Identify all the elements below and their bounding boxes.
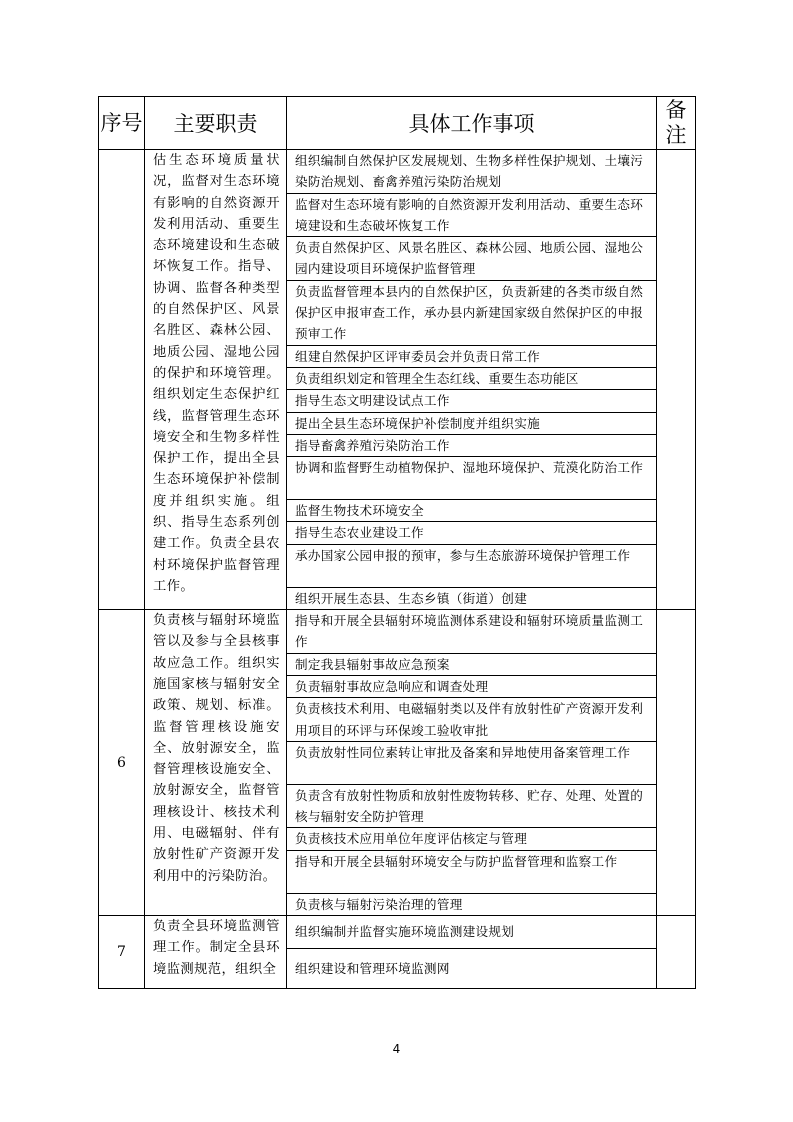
item-cell: 负责放射性同位素转让审批及备案和异地使用备案管理工作	[287, 741, 657, 784]
duty-cell: 估生态环境质量状况，监督对生态环境有影响的自然资源开发利用活动、重要生态环境建设和生态破坏恢复工作。指导、协调、监督各种类型的自然保护区、风景名胜区、森林公园、地质公园、湿地公园的保护和环境管理。组织划定生态保护红线，监督管理生态环境安全和生物多样性保护工作，提出全县生态环境保护补偿制度并组织实施。组织、指导生态系列创建工作。负责全县农村环境保护监督管理工作。	[145, 150, 287, 610]
item-cell: 组建自然保护区评审委员会并负责日常工作	[287, 345, 657, 367]
table-header-row	[99, 97, 696, 150]
remark-cell	[657, 610, 696, 916]
duty-table	[98, 96, 696, 989]
item-cell: 负责核与辐射污染治理的管理	[287, 893, 657, 915]
item-cell: 组织编制自然保护区发展规划、生物多样性保护规划、土壤污染防治规划、畜禽养殖污染防治规划	[287, 150, 657, 194]
item-cell: 指导和开展全县辐射环境监测体系建设和辐射环境质量监测工作	[287, 610, 657, 654]
item-cell: 指导畜禽养殖污染防治工作	[287, 434, 657, 456]
item-cell: 负责组织划定和管理全生态红线、重要生态功能区	[287, 367, 657, 389]
item-cell: 组织建设和管理环境监测网	[287, 949, 657, 989]
item-cell: 监督生物技术环境安全	[287, 500, 657, 522]
item-cell: 负责监督管理本县内的自然保护区，负责新建的各类市级自然保护区申报审查工作，承办县内新建国家级自然保护区的申报预审工作	[287, 280, 657, 345]
item-cell: 负责含有放射性物质和放射性废物转移、贮存、处理、处置的核与辐射安全防护管理	[287, 784, 657, 828]
header-num: 序号	[99, 97, 145, 150]
item-cell: 负责核技术应用单位年度评估核定与管理	[287, 828, 657, 850]
page-number: 4	[392, 1042, 401, 1056]
item-cell: 制定我县辐射事故应急预案	[287, 653, 657, 675]
remark-cell	[657, 916, 696, 989]
item-cell: 指导和开展全县辐射环境安全与防护监督管理和监察工作	[287, 850, 657, 893]
row-num: 6	[99, 610, 145, 916]
item-cell: 指导生态文明建设试点工作	[287, 390, 657, 412]
row-num	[99, 150, 145, 610]
item-cell: 负责辐射事故应急响应和调查处理	[287, 675, 657, 697]
item-cell: 协调和监督野生动植物保护、湿地环境保护、荒漠化防治工作	[287, 457, 657, 500]
item-cell: 组织编制并监督实施环境监测建设规划	[287, 916, 657, 949]
item-cell: 承办国家公园申报的预审，参与生态旅游环境保护管理工作	[287, 544, 657, 587]
item-cell: 指导生态农业建设工作	[287, 522, 657, 544]
table-row	[99, 916, 696, 949]
item-cell: 负责自然保护区、风景名胜区、森林公园、地质公园、湿地公园内建设项目环境保护监督管理	[287, 237, 657, 281]
table-row	[99, 150, 696, 194]
item-cell: 负责核技术利用、电磁辐射类以及伴有放射性矿产资源开发利用项目的环评与环保竣工验收审批	[287, 698, 657, 742]
duty-cell: 负责核与辐射环境监管以及参与全县核事故应急工作。组织实施国家核与辐射安全政策、规划、标准。监督管理核设施安全、放射源安全，监督管理核设施安全、放射源安全，监督管理核设计、核技术利用、电磁辐射、伴有放射性矿产资源开发利用中的污染防治。	[145, 610, 287, 916]
item-cell: 提出全县生态环境保护补偿制度并组织实施	[287, 412, 657, 434]
table-row	[99, 610, 696, 654]
remark-cell	[657, 150, 696, 610]
item-cell: 监督对生态环境有影响的自然资源开发利用活动、重要生态环境建设和生态破坏恢复工作	[287, 193, 657, 237]
row-num: 7	[99, 916, 145, 989]
duty-cell: 负责全县环境监测管理工作。制定全县环境监测规范，组织全	[145, 916, 287, 989]
header-items: 具体工作事项	[287, 97, 657, 150]
header-duty: 主要职责	[145, 97, 287, 150]
item-cell: 组织开展生态县、生态乡镇（街道）创建	[287, 587, 657, 609]
header-remark: 备注	[657, 97, 696, 150]
